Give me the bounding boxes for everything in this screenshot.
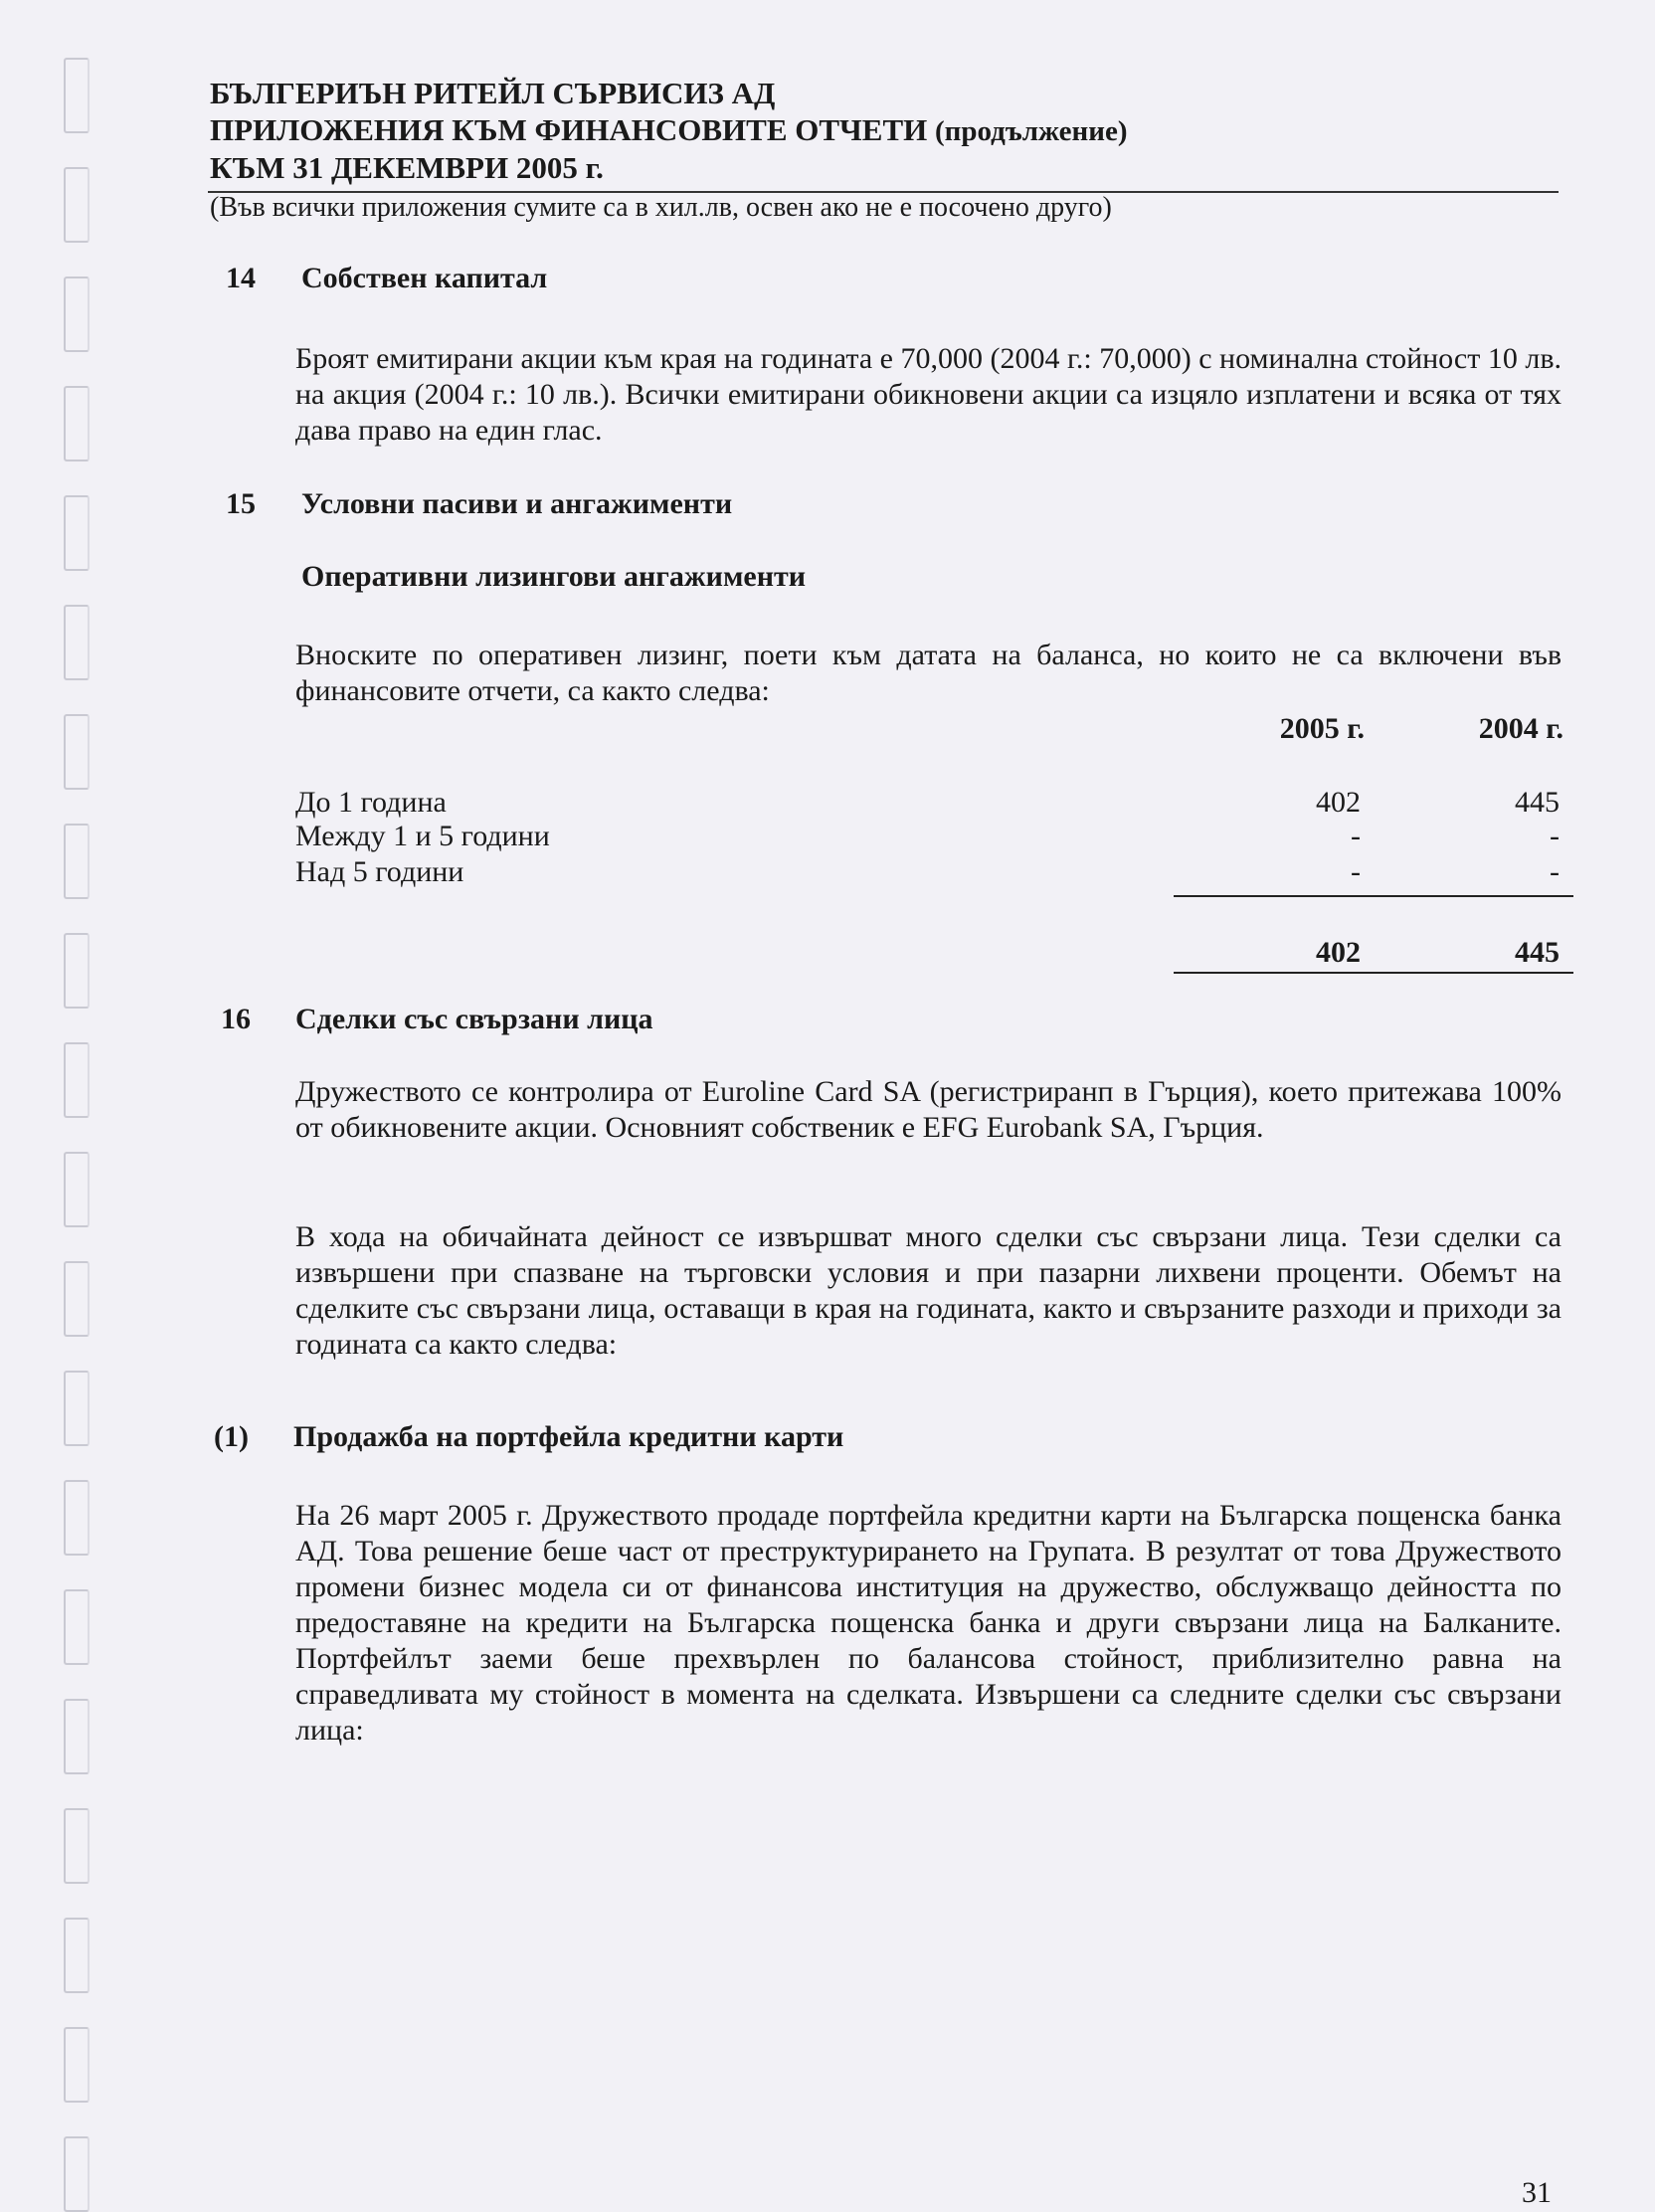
binder-hole [64,1699,90,1774]
row-value-2005: - [1351,820,1361,852]
row-value-2005: - [1351,855,1361,888]
row-value-2004: - [1550,855,1560,888]
binder-holes [60,0,99,2205]
binder-hole [64,714,90,790]
currency-note: (Във всички приложения сумите са в хил.лв, освен ако не е посочено друго) [210,192,1112,223]
row-value-2005: 402 [1316,786,1361,819]
binder-hole [64,1808,90,1884]
binder-hole [64,1261,90,1337]
binder-hole [64,2027,90,2103]
section-16-number: 16 [221,1003,251,1035]
subsection-1-body: На 26 март 2005 г. Дружеството продаде портфейла кредитни карти на Българска пощенска банка АД. Това решение беше част от преструктурирането на Групата. В резултат от това Дружеството промени бизнес модела си от финансова институция на дружество, обслужващо дейността по предоставяне на кредити на Българска пощенска банка и други свързани лица на Балканите. Портфейлът заеми беше прехвърлен по балансова стойност, приблизително равна на справедливата му стойност в момента на сделката. Извършени са следните сделки със свързани лица: [295,1499,1562,1747]
row-label: До 1 година [295,786,447,819]
section-15-title: Условни пасиви и ангажименти [301,487,733,520]
report-date: КЪМ 31 ДЕКЕМВРИ 2005 г. [210,150,604,185]
section-15-subtitle: Оперативни лизингови ангажименти [301,560,806,593]
company-name: БЪЛГЕРИЪН РИТЕЙЛ СЪРВИСИЗ АД [210,76,776,110]
binder-hole [64,605,90,680]
total-2005: 402 [1316,936,1361,969]
binder-hole [64,58,90,133]
binder-hole [64,167,90,243]
binder-hole [64,1918,90,1993]
binder-hole [64,1480,90,1556]
section-14-number: 14 [226,262,256,294]
total-2004: 445 [1515,936,1560,969]
document-title-main: ПРИЛОЖЕНИЯ КЪМ ФИНАНСОВИТЕ ОТЧЕТИ [210,112,928,147]
binder-hole [64,2136,90,2212]
document-title [210,112,1127,149]
binder-hole [64,276,90,352]
total-rule [1174,972,1573,974]
section-16-body-2: В хода на обичайната дейност се извършват много сделки със свързани лица. Тези сделки са извършени при спазване на търговски условия и при пазарни лихвени проценти. Обемът на сделките със свързани лица, оставащи в края на годината, както и свързаните разходи и приходи за годината са както следва: [295,1220,1562,1361]
row-value-2004: 445 [1515,786,1560,819]
binder-hole [64,1152,90,1227]
section-15-number: 15 [226,487,256,520]
section-14-body: Броят емитирани акции към края на годината е 70,000 (2004 г.: 70,000) с номинална стойност 10 лв. на акция (2004 г.: 10 лв.). Всички емитирани обикновени акции са изцяло изплатени и всяка от тях дава право на един глас. [295,342,1562,447]
subsection-1-title: Продажба на портфейла кредитни карти [293,1420,844,1453]
section-15-body: Вноските по оперативен лизинг, поети към датата на баланса, но които не са включени във финансовите отчети, са както следва: [295,639,1562,707]
subtotal-rule [1174,895,1573,897]
binder-hole [64,495,90,571]
section-14-title: Собствен капитал [301,262,548,294]
row-label: Между 1 и 5 години [295,820,550,852]
binder-hole [64,386,90,461]
binder-hole [64,824,90,899]
column-header-2004: 2004 г. [1478,712,1563,745]
subsection-1-number: (1) [214,1420,249,1453]
binder-hole [64,1042,90,1118]
binder-hole [64,1589,90,1665]
page-number: 31 [1522,2176,1552,2209]
row-label: Над 5 години [295,855,464,888]
row-value-2004: - [1550,820,1560,852]
binder-hole [64,1371,90,1446]
column-header-2005: 2005 г. [1279,712,1365,745]
document-title-continued: (продължение) [935,115,1128,147]
section-16-title: Сделки със свързани лица [295,1003,653,1035]
binder-hole [64,933,90,1009]
section-16-body-1: Дружеството се контролира от Euroline Card SA (регистриранп в Гърция), което притежава 100% от обикновените акции. Основният собственик е EFG Eurobank SA, Гърция. [295,1075,1562,1144]
